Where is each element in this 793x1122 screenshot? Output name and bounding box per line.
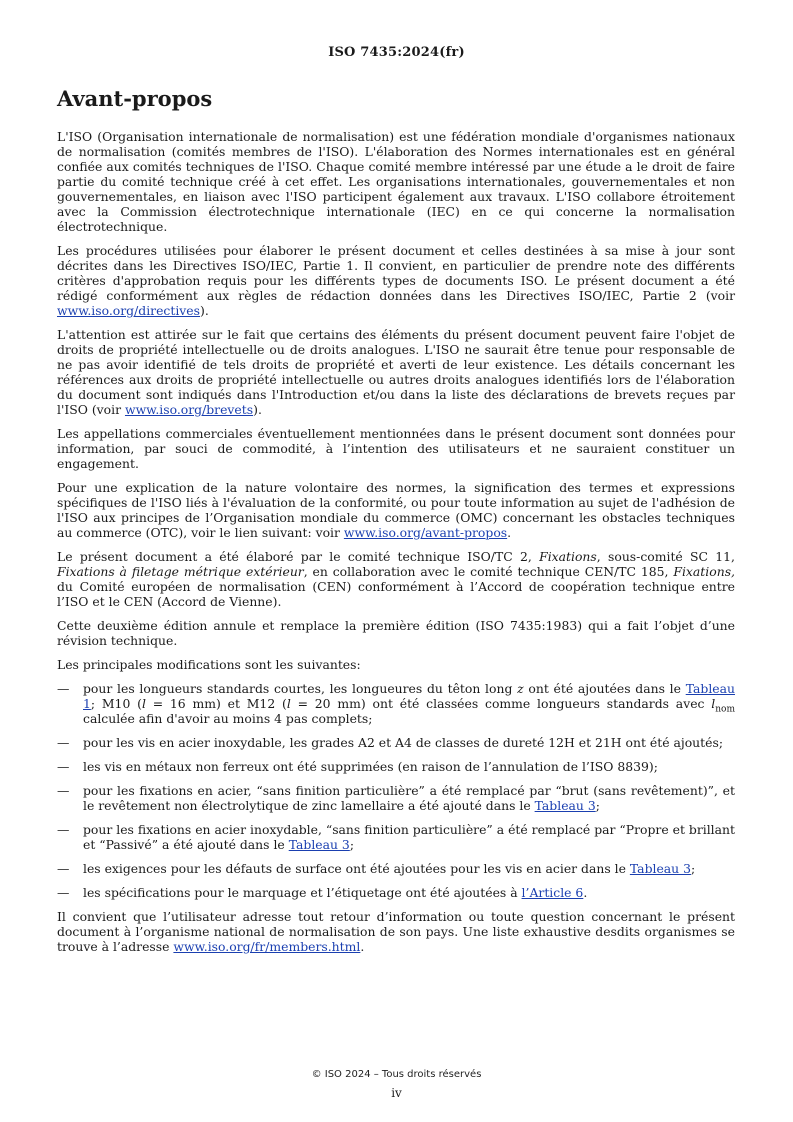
paragraph-patents [57,327,735,417]
table-3-link[interactable]: Tableau 3 [629,861,691,876]
paragraph-committee [57,549,735,609]
list-dash: — [57,822,70,837]
text-segment: ont été ajoutées dans le [523,681,686,696]
table-1-link[interactable]: Tableau 1 [83,681,735,711]
table-3-link[interactable]: Tableau 3 [534,798,596,813]
math-symbol: l [141,696,146,711]
list-dash: — [57,885,70,900]
math-symbol: z [517,681,524,696]
list-item-text: les exigences pour les défauts de surface ont été ajoutées pour les vis en acier dans le [83,861,630,876]
page-number: iv [391,1086,402,1100]
text-segment: ; [349,837,354,852]
paragraph-feedback [57,909,735,954]
paragraph-text: L'attention est attirée sur le fait que certains des éléments du présent document peuvent faire l'objet de droits de propriété intellectuelle ou de droits analogues. L'ISO ne saurait être tenue pour responsable de ne pas avoir identifié de tels droits de propriété et averti de leur existence. Les détails concernant les références aux droits de propriété intellectuelle ou autres droits analogues identifiés lors de l'élaboration du document sont indiqués dans l'Introduction et/ou dans la liste des déclarations de brevets reçues par l'ISO (voir [57,327,735,417]
text-segment: calculée afin d'avoir au moins 4 pas complets; [83,711,373,726]
text-segment: = 16 mm) et M12 ( [145,696,287,711]
table-3-link[interactable]: Tableau 3 [288,837,350,852]
paragraph-procedures [57,243,735,318]
text-segment: . [583,885,588,900]
paragraph-text: Pour une explication de la nature volontaire des normes, la signification des termes et expressions spécifiques de l'ISO liés à l'évaluation de la conformité, ou pour toute information au sujet de l'adhésion de l'ISO aux principes de l’Organisation mondiale du commerce (OMC) concernant les obstacles techniques au commerce (OTC), voir le lien suivant: voir [57,480,735,540]
paragraph-trade-names: Les appellations commerciales éventuellement mentionnées dans le présent document sont données pour information, par souci de commodité, à l’intention des utilisateurs et ne sauraient constituer un engagement. [57,426,735,471]
list-item [57,822,735,852]
list-item-text: les vis en métaux non ferreux ont été supprimées (en raison de l’annulation de l’ISO 8839); [83,759,658,774]
list-item [57,783,735,813]
committee-name: Fixations [539,549,597,564]
paragraph-end: . [360,939,365,954]
subcommittee-name: Fixations à filetage métrique extérieur [57,564,304,579]
list-dash: — [57,783,70,798]
list-dash: — [57,681,70,696]
text-segment: ; M10 ( [90,696,142,711]
list-dash: — [57,735,70,750]
list-item [57,735,735,750]
members-link[interactable]: www.iso.org/fr/members.html [173,939,361,954]
list-item-text: pour les fixations en acier inoxydable, “sans finition particulière” a été remplacé par “Propre et brillant et “Passivé” a été ajouté dans le [83,822,735,852]
text-segment: = 20 mm) ont été classées comme longueurs standards avec [290,696,712,711]
copyright-footer: © ISO 2024 – Tous droits réservés [311,1069,482,1080]
paragraph-edition: Cette deuxième édition annule et remplace la première édition (ISO 7435:1983) qui a fait l’objet d’une révision technique. [57,618,735,648]
text-segment: Le présent document a été élaboré par le comité technique ISO/TC 2, [57,549,540,564]
math-subscript: nom [715,704,735,715]
text-segment: , sous-comité SC 11, [596,549,735,564]
changes-list [57,681,735,900]
document-identifier: ISO 7435:2024(fr) [328,45,465,60]
paragraph-voluntary-nature [57,480,735,540]
page-title: Avant-propos [57,86,213,111]
math-symbol: l [711,696,716,711]
math-symbol: l [286,696,291,711]
list-item-text: pour les fixations en acier, “sans finition particulière” a été remplacé par “brut (sans revêtement)”, et le revêtement non électrolytique de zinc lamellaire a été ajouté dans le [83,783,735,813]
paragraph-text: Il convient que l’utilisateur adresse tout retour d’information ou toute question concernant le présent document à l’organisme national de normalisation de son pays. Une liste exhaustive desdits organismes se trouve à l’adresse [57,909,735,954]
article-6-link[interactable]: l’Article 6 [521,885,584,900]
paragraph-changes-intro: Les principales modifications sont les suivantes: [57,657,361,672]
list-dash: — [57,759,70,774]
list-item [57,681,735,726]
directives-link[interactable]: www.iso.org/directives [57,303,200,318]
paragraph-end: ). [200,303,209,318]
text-segment: , en collaboration avec le comité technique CEN/TC 185, [303,564,674,579]
foreword-link[interactable]: www.iso.org/avant-propos [343,525,508,540]
list-item-text: les spécifications pour le marquage et l’étiquetage ont été ajoutées à [83,885,522,900]
paragraph-end: . [507,525,512,540]
foreword-body [57,129,735,963]
cen-committee-name: Fixations, [673,564,735,579]
paragraph-iso-intro: L'ISO (Organisation internationale de normalisation) est une fédération mondiale d'organismes nationaux de normalisation (comités membres de l'ISO). L'élaboration des Normes internationales est en général confiée aux comités techniques de l'ISO. Chaque comité membre intéressé par une étude a le droit de faire partie du comité technique créé à cet effet. Les organisations internationales, gouvernementales et non gouvernementales, en liaison avec l'ISO participent également aux travaux. L'ISO collabore étroitement avec la Commission électrotechnique internationale (IEC) en ce qui concerne la normalisation électrotechnique. [57,129,735,234]
paragraph-text: Les procédures utilisées pour élaborer le présent document et celles destinées à sa mise à jour sont décrites dans les Directives ISO/IEC, Partie 1. Il convient, en particulier de prendre note des différents critères d'approbation requis pour les différents types de documents ISO. Le présent document a été rédigé conformément aux règles de rédaction données dans les Directives ISO/IEC, Partie 2 (voir [57,243,735,303]
text-segment: ; [595,798,600,813]
text-segment: ; [690,861,696,876]
text-segment: pour les longueurs standards courtes, les longueures du têton long [83,681,518,696]
list-dash: — [57,861,70,876]
list-item [57,885,735,900]
list-item [57,861,735,876]
patents-link[interactable]: www.iso.org/brevets [124,402,254,417]
paragraph-end: ). [253,402,262,417]
text-segment: du Comité européen de normalisation (CEN) conformément à l’Accord de coopération technique entre l’ISO et le CEN (Accord de Vienne). [57,579,735,609]
list-item [57,759,735,774]
list-item-text: pour les vis en acier inoxydable, les grades A2 et A4 de classes de dureté 12H et 21H ont été ajoutés; [83,735,724,750]
